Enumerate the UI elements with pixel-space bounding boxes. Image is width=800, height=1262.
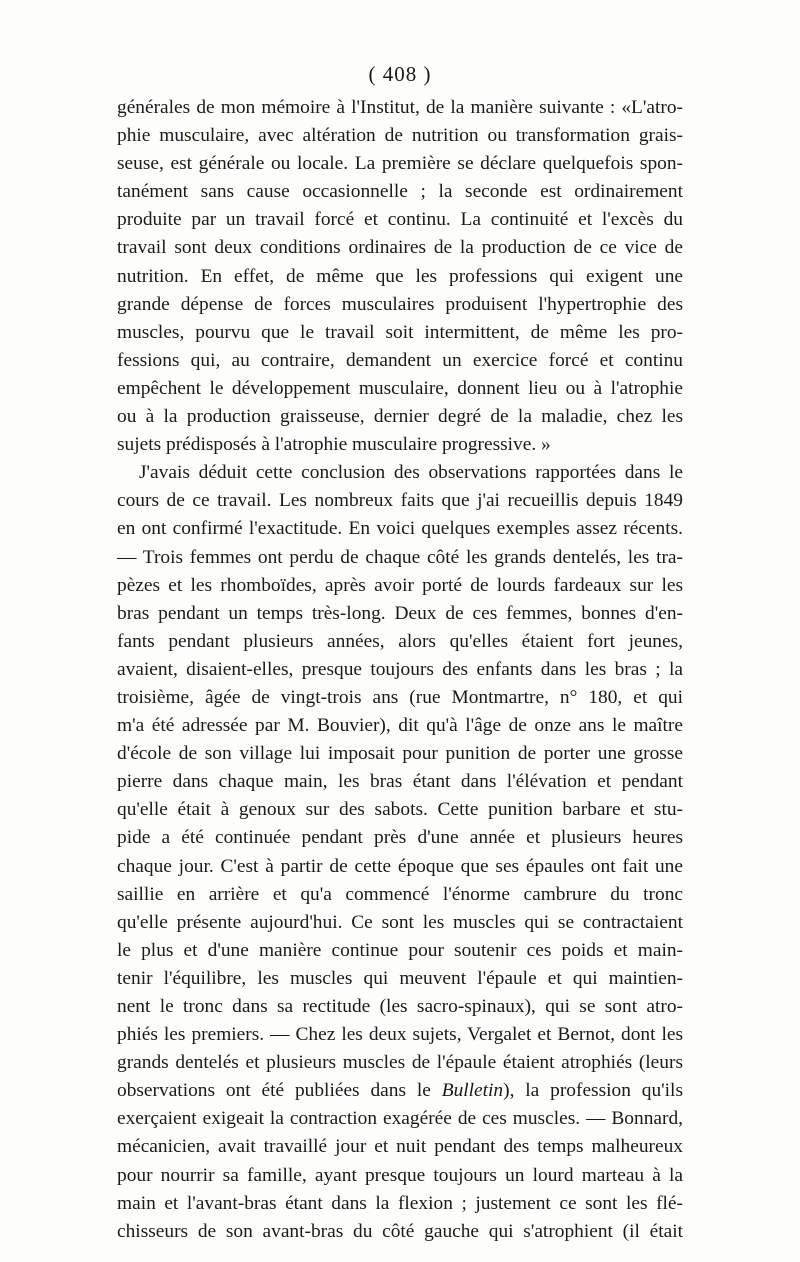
text-line: sujets prédisposés à l'atrophie musculaire progressive. »	[117, 434, 551, 456]
text-line: générales de mon mémoire à l'Institut, de la manière suivante : «L'atro-	[117, 97, 683, 118]
text-line: muscles, pourvu que le travail soit intermittent, de même les pro-	[117, 321, 683, 343]
text-line: tanément sans cause occasionnelle ; la seconde est ordinairement	[117, 181, 683, 203]
text-line: cours de ce travail. Les nombreux faits que j'ai recueillis depuis 1849	[117, 490, 683, 512]
text-line	[117, 1077, 683, 1105]
text-line: chaque jour. C'est à partir de cette époque que ses épaules ont fait une	[117, 855, 683, 877]
text-line: fants pendant plusieurs années, alors qu'elles étaient fort jeunes,	[117, 630, 683, 652]
text-line: pour nourrir sa famille, ayant presque toujours un lourd marteau à la	[117, 1164, 683, 1186]
text-line: troisième, âgée de vingt-trois ans (rue Montmartre, n° 180, et qui	[117, 686, 683, 708]
text-line: phie musculaire, avec altération de nutrition ou transformation grais-	[117, 125, 683, 147]
text-line: fessions qui, au contraire, demandent un exercice forcé et continu	[117, 349, 683, 371]
text-line: pierre dans chaque main, les bras étant dans l'élévation et pendant	[117, 771, 683, 793]
text-line: en ont confirmé l'exactitude. En voici quelques exemples assez récents.	[117, 518, 683, 540]
text-line: m'a été adressée par M. Bouvier), dit qu'à l'âge de onze ans le maître	[117, 715, 683, 737]
text-line: travail sont deux conditions ordinaires de la production de ce vice de	[117, 237, 683, 259]
text-line: main et l'avant-bras étant dans la flexion ; justement ce sont les flé-	[117, 1192, 683, 1214]
text-line: exerçaient exigeait la contraction exagérée de ces muscles. — Bonnard,	[117, 1108, 683, 1130]
text-line: qu'elle présente aujourd'hui. Ce sont les muscles qui se contractaient	[117, 911, 683, 933]
text-line: grands dentelés et plusieurs muscles de l'épaule étaient atrophiés (leurs	[117, 1052, 683, 1074]
text-line: le plus et d'une manière continue pour soutenir ces poids et main-	[117, 939, 683, 961]
text-line: seuse, est générale ou locale. La première se déclare quelquefois spon-	[117, 153, 683, 175]
text-segment: observations ont été publiées dans le	[117, 1080, 442, 1102]
text-line: tenir l'équilibre, les muscles qui meuvent l'épaule et qui maintien-	[117, 967, 683, 989]
text-line: qu'elle était à genoux sur des sabots. Cette punition barbare et stu-	[117, 799, 683, 821]
text-line: nent le tronc dans sa rectitude (les sacro-spinaux), qui se sont atro-	[117, 996, 683, 1017]
page-number: ( 408 )	[368, 62, 432, 86]
text-line: nutrition. En effet, de même que les professions qui exigent une	[117, 265, 683, 287]
text-line: mécanicien, avait travaillé jour et nuit pendant des temps malheureux	[117, 1136, 683, 1158]
body-text	[117, 94, 683, 1246]
text-segment: ), la profession qu'ils	[503, 1080, 683, 1102]
text-line: produite par un travail forcé et continu. La continuité et l'excès du	[117, 209, 683, 231]
text-line: bras pendant un temps très-long. Deux de ces femmes, bonnes d'en-	[117, 602, 683, 624]
text-line: J'avais déduit cette conclusion des observations rapportées dans le	[139, 462, 683, 484]
text-line: grande dépense de forces musculaires produisent l'hypertrophie des	[117, 293, 683, 315]
text-line: — Trois femmes ont perdu de chaque côté les grands dentelés, les tra-	[117, 546, 683, 568]
text-line: avaient, disaient-elles, presque toujours des enfants dans les bras ; la	[117, 658, 683, 680]
text-line: chisseurs de son avant-bras du côté gauche qui s'atrophient (il était	[117, 1220, 683, 1242]
text-line: pèzes et les rhomboïdes, après avoir porté de lourds fardeaux sur les	[117, 574, 683, 596]
journal-title: Bulletin	[441, 1080, 504, 1102]
text-line: ou à la production graisseuse, dernier degré de la maladie, chez les	[117, 406, 683, 428]
text-line: saillie en arrière et qu'a commencé l'énorme cambrure du tronc	[117, 883, 683, 905]
text-line: pide a été continuée pendant près d'une année et plusieurs heures	[117, 827, 683, 849]
text-line: d'école de son village lui imposait pour punition de porter une grosse	[117, 743, 683, 765]
text-line: phiés les premiers. — Chez les deux sujets, Vergalet et Bernot, dont les	[117, 1024, 683, 1046]
text-line: empêchent le développement musculaire, donnent lieu ou à l'atrophie	[117, 377, 683, 399]
